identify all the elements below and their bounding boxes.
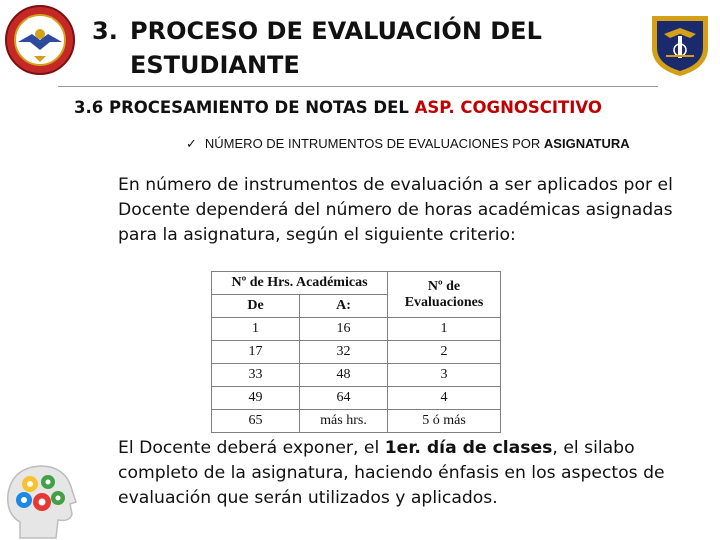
checklist-text-bold: ASIGNATURA — [543, 136, 630, 151]
header-hours: Nº de Hrs. Académicas — [212, 272, 388, 295]
cell-from: 1 — [212, 318, 300, 341]
table-header-row — [212, 272, 501, 295]
cell-to: 16 — [300, 318, 388, 341]
checklist-item — [186, 136, 630, 152]
head-gears-icon — [2, 460, 80, 540]
header-from: De — [212, 295, 300, 318]
school-crest-logo — [644, 6, 716, 78]
table-row — [212, 318, 501, 341]
cell-to: 64 — [300, 387, 388, 410]
title-line-2: ESTUDIANTE — [130, 51, 300, 79]
table-row — [212, 341, 501, 364]
syllabus-text-start: El Docente deberá exponer, el — [118, 438, 385, 458]
syllabus-paragraph — [118, 436, 710, 511]
institution-seal-logo — [4, 4, 76, 76]
table-row — [212, 410, 501, 433]
subtitle-highlight: ASP. COGNOSCITIVO — [414, 98, 602, 117]
page-title — [92, 14, 632, 82]
checklist-text: NÚMERO DE INTRUMENTOS DE EVALUACIONES POR — [204, 136, 544, 151]
cell-from: 65 — [212, 410, 300, 433]
cell-evaluations: 4 — [388, 387, 501, 410]
cell-to: 32 — [300, 341, 388, 364]
table-row — [212, 364, 501, 387]
section-subtitle — [74, 98, 602, 117]
cell-evaluations: 3 — [388, 364, 501, 387]
cell-evaluations: 1 — [388, 318, 501, 341]
cell-evaluations: 2 — [388, 341, 501, 364]
checkmark-icon: ✓ — [186, 137, 197, 152]
cell-to: 48 — [300, 364, 388, 387]
cell-from: 17 — [212, 341, 300, 364]
header-to: A: — [300, 295, 388, 318]
title-number: 3. — [92, 17, 118, 45]
evaluation-criteria-table — [211, 271, 501, 433]
criteria-paragraph: En número de instrumentos de evaluación a ser aplicados por el Docente dependerá del número de horas académicas asignadas para la asignatura, según el siguiente criterio: — [118, 175, 673, 245]
cell-from: 33 — [212, 364, 300, 387]
title-line-1: PROCESO DE EVALUACIÓN DEL — [130, 17, 542, 45]
title-divider — [58, 86, 658, 87]
cell-from: 49 — [212, 387, 300, 410]
cell-evaluations: 5 ó más — [388, 410, 501, 433]
cell-to: más hrs. — [300, 410, 388, 433]
header-evaluations: Nº de Evaluaciones — [388, 272, 501, 318]
subtitle-prefix: 3.6 PROCESAMIENTO DE NOTAS DEL — [74, 98, 415, 117]
syllabus-text-bold: 1er. día de clases — [384, 438, 553, 458]
table-row — [212, 387, 501, 410]
syllabus-text-end: , el silabo completo de la asignatura, haciendo énfasis en los aspectos de evaluación que serán utilizados y aplicados. — [118, 438, 665, 508]
